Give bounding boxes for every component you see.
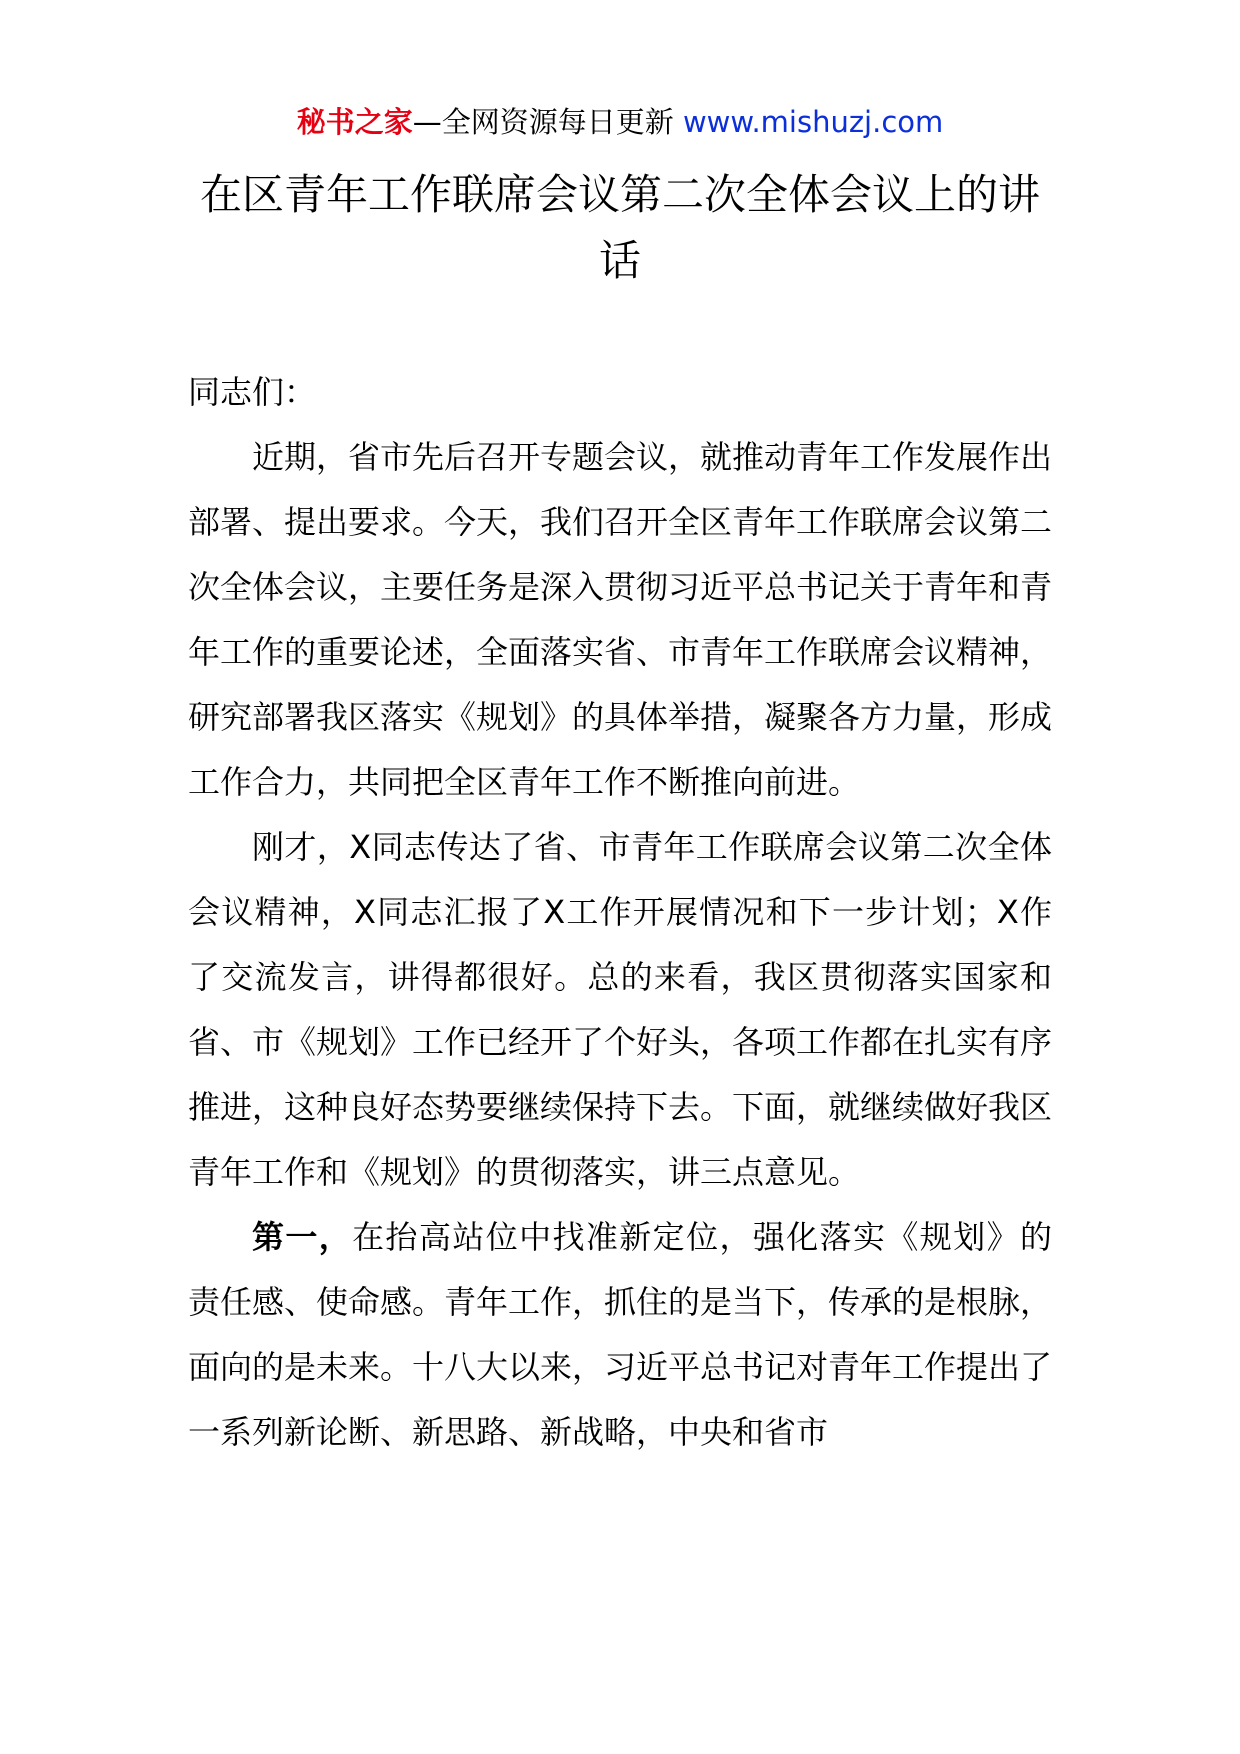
paragraph-text: 在抬高站位中找准新定位，强化落实《规划》的责任感、使命感。青年工作，抓住的是当下，传承的是根脉，面向的是未来。十八大以来，习近平总书记对青年工作提出了一系列新论断、新思路、新战略，中央和省市 [188, 1218, 1053, 1451]
paragraph-3 [188, 1205, 1052, 1465]
paragraph-1 [188, 425, 1052, 815]
site-brand: 秘书之家 [296, 105, 413, 139]
salutation: 同志们： [188, 373, 317, 411]
site-tagline: —全网资源每日更新 [412, 105, 674, 139]
document-title: 在区青年工作联席会议第二次全体会议上的讲话 [199, 170, 1040, 285]
document-body [188, 360, 1052, 1465]
paragraph-2 [188, 815, 1052, 1205]
paragraph-text: 刚才，X同志传达了省、市青年工作联席会议第二次全体会议精神，X同志汇报了X工作开展情况和下一步计划；X作了交流发言，讲得都很好。总的来看，我区贯彻落实国家和省、市《规划》工作已经开了个好头，各项工作都在扎实有序推进，这种良好态势要继续保持下去。下面，就继续做好我区青年工作和《规划》的贯彻落实，讲三点意见。 [188, 828, 1053, 1191]
site-header [0, 102, 1240, 142]
site-url-link[interactable]: www.mishuzj.com [682, 105, 944, 139]
paragraph-text: 近期，省市先后召开专题会议，就推动青年工作发展作出部署、提出要求。今天，我们召开全区青年工作联席会议第二次全体会议，主要任务是深入贯彻习近平总书记关于青年和青年工作的重要论述，全面落实省、市青年工作联席会议精神，研究部署我区落实《规划》的具体举措，凝聚各方力量，形成工作合力，共同把全区青年工作不断推向前进。 [188, 438, 1053, 801]
paragraph-lead: 第一， [252, 1218, 353, 1256]
